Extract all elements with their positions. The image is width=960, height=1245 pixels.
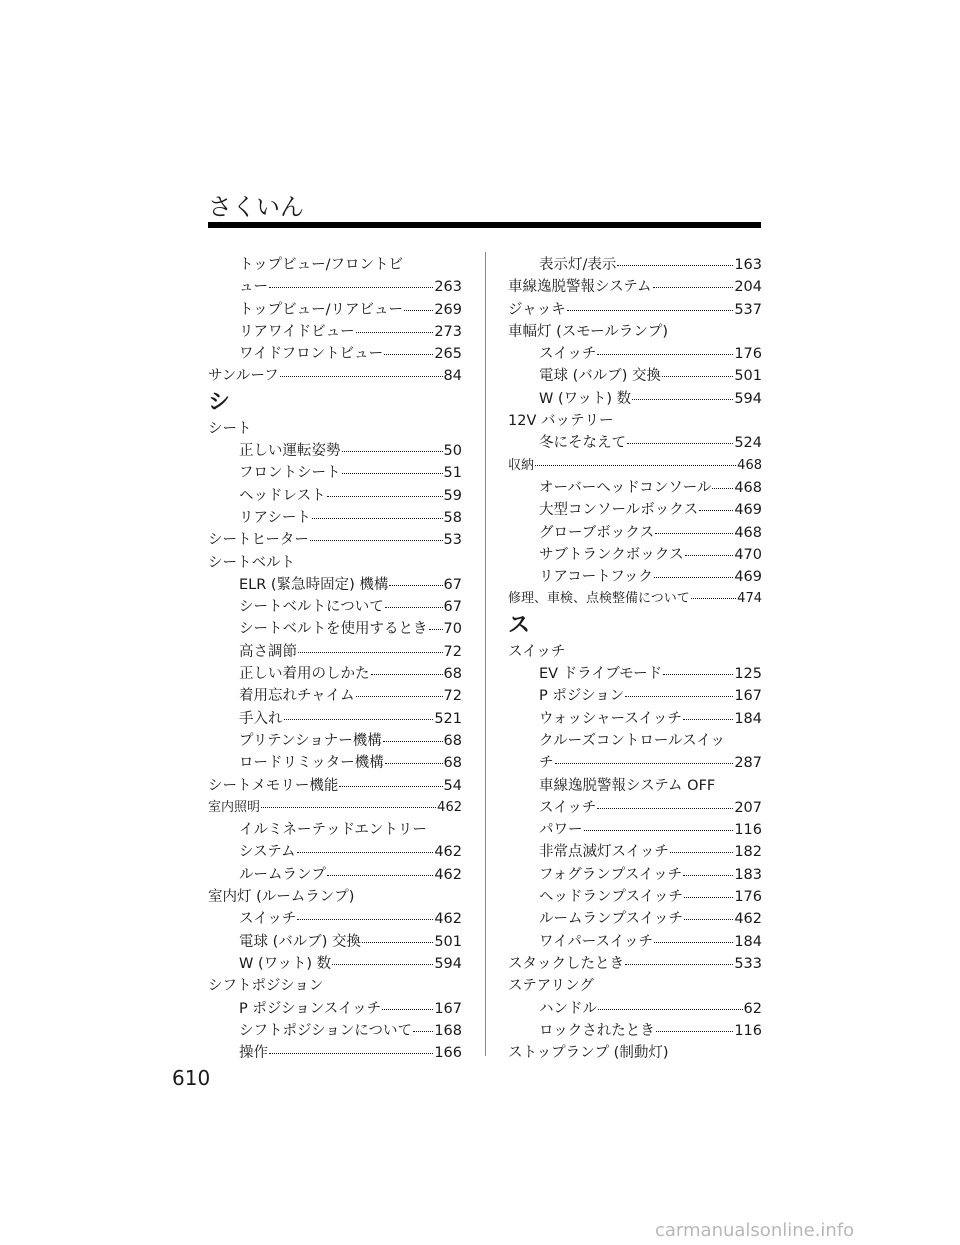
page-ref: 53 [443, 532, 462, 549]
page-ref: 68 [443, 666, 462, 683]
index-entry [208, 931, 462, 953]
index-entry-label: ハンドル [539, 1000, 597, 1017]
index-entry-label: スタックしたとき [508, 955, 624, 972]
index-entry-label: サンルーフ [208, 368, 279, 385]
leader-dots [356, 332, 434, 333]
index-entry-label: ジャッキ [508, 301, 566, 318]
leader-dots [382, 1009, 433, 1010]
index-entry-label: ELR (緊急時固定) 機構 [239, 576, 389, 593]
index-entry [508, 841, 762, 863]
index-entry [208, 343, 462, 365]
index-entry [208, 321, 462, 343]
page-ref: 204 [734, 279, 762, 296]
index-entry-label: 表示灯/表示 [539, 257, 617, 273]
index-entry [508, 566, 762, 588]
index-entry-label: ルームランプスイッチ [539, 911, 683, 928]
index-entry-label: 電球 (バルブ) 交換 [539, 368, 662, 385]
page-ref: 470 [734, 546, 762, 563]
index-heading-label: 車幅灯 (スモールランプ) [508, 323, 669, 340]
index-entry [208, 299, 462, 321]
page-ref: 58 [443, 509, 462, 526]
page-ref: 166 [434, 1045, 462, 1062]
index-entry-label: クルーズコントロールスイッ [539, 732, 726, 749]
index-heading-label: シートベルト [208, 554, 295, 571]
page-ref: 594 [734, 390, 762, 407]
index-entry [208, 365, 462, 387]
index-entry [508, 864, 762, 886]
column-divider [485, 252, 486, 1056]
page-ref: 163 [734, 257, 762, 273]
leader-dots [385, 763, 443, 764]
index-entry [508, 544, 762, 566]
index-entry [208, 507, 462, 529]
index-entry-label: 車線逸脱警報システム [508, 279, 652, 296]
leader-dots [429, 629, 443, 630]
index-entry [508, 299, 762, 321]
index-entry [208, 841, 462, 863]
index-entry [208, 276, 462, 298]
index-heading-label: シフトポジション [208, 978, 324, 995]
index-entry-line [508, 775, 762, 797]
index-entry-label: シートベルトを使用するとき [239, 621, 428, 638]
page-ref: 70 [443, 621, 462, 638]
index-entry [208, 797, 462, 819]
index-entry-line [208, 254, 462, 276]
leader-dots [261, 807, 436, 808]
leader-dots [284, 719, 434, 720]
page-number: 610 [172, 1066, 211, 1090]
index-entry-label-cont: ュー [239, 279, 268, 296]
index-entry-label: 操作 [239, 1045, 268, 1062]
page-ref: 263 [434, 279, 462, 296]
index-entry [208, 998, 462, 1020]
leader-dots [597, 354, 733, 355]
leader-dots [389, 585, 442, 586]
index-entry [208, 462, 462, 484]
index-entry-label: 非常点滅灯スイッチ [539, 844, 669, 861]
page-ref: 116 [734, 1022, 762, 1039]
index-entry [508, 886, 762, 908]
leader-dots [683, 875, 733, 876]
watermark: carmanualsonline.info [655, 1220, 855, 1241]
leader-dots [598, 1009, 743, 1010]
index-heading [208, 418, 462, 440]
index-entry-label: シートヒーター [208, 532, 309, 549]
index-entry [508, 276, 762, 298]
index-entry-label: リアコートフック [539, 569, 653, 586]
leader-dots [632, 399, 733, 400]
leader-dots [342, 451, 443, 452]
index-entry-label: ルームランプ [239, 866, 326, 883]
index-entry-label: ロードリミッター機構 [239, 755, 384, 772]
page-ref: 116 [734, 822, 762, 839]
index-entry-label: シートメモリー機能 [208, 777, 339, 794]
leader-dots [555, 763, 734, 764]
leader-dots [280, 376, 443, 377]
index-entry [508, 432, 762, 454]
page-ref: 533 [734, 955, 762, 972]
page-ref: 269 [434, 301, 462, 318]
index-entry [208, 1020, 462, 1042]
leader-dots [567, 310, 734, 311]
header-rule [208, 222, 761, 228]
leader-dots [312, 518, 443, 519]
leader-dots [413, 1031, 433, 1032]
leader-dots [684, 897, 733, 898]
index-entry [508, 931, 762, 953]
index-entry [208, 574, 462, 596]
leader-dots [371, 674, 443, 675]
index-entry-label: シートベルトについて [239, 599, 384, 616]
index-entry [208, 730, 462, 752]
index-entry-label: ヘッドランプスイッチ [539, 889, 683, 906]
leader-dots [298, 652, 443, 653]
leader-dots [670, 852, 733, 853]
leader-dots [310, 540, 443, 541]
index-entry [508, 685, 762, 707]
page-ref: 469 [734, 569, 762, 586]
leader-dots [297, 852, 434, 853]
leader-dots [584, 830, 734, 831]
page-ref: 176 [734, 889, 762, 906]
index-heading [208, 886, 462, 908]
leader-dots [269, 1053, 433, 1054]
page-ref: 207 [734, 799, 762, 816]
index-heading-label: ストップランプ (制動灯) [508, 1045, 669, 1062]
index-column-right [508, 254, 762, 1064]
page-ref: 59 [443, 487, 462, 504]
index-entry [508, 254, 762, 276]
leader-dots [327, 875, 433, 876]
page-ref: 72 [443, 688, 462, 705]
page-ref: 183 [734, 866, 762, 883]
index-heading [508, 410, 762, 432]
page-ref: 125 [734, 666, 762, 683]
leader-dots [712, 488, 733, 489]
index-heading-label: ステアリング [508, 978, 594, 995]
index-entry-label: 車線逸脱警報システム OFF [539, 777, 716, 794]
leader-dots [663, 674, 733, 675]
page-ref: 468 [737, 457, 762, 473]
index-entry-label: 修理、車検、点検整備について [508, 591, 690, 607]
page-ref: 184 [734, 710, 762, 727]
leader-dots [625, 696, 733, 697]
leader-dots [683, 719, 733, 720]
page-ref: 462 [434, 844, 462, 861]
index-entry-label: スイッチ [539, 346, 597, 363]
leader-dots [327, 496, 443, 497]
index-entry [208, 641, 462, 663]
page-ref: 524 [734, 435, 762, 452]
index-entry-label: EV ドライブモード [539, 666, 663, 683]
index-entry-label: オーバーヘッドコンソール [539, 479, 712, 496]
index-entry [208, 529, 462, 551]
leader-dots [332, 964, 433, 965]
leader-dots [404, 310, 433, 311]
index-heading-label: スイッチ [508, 643, 566, 660]
index-entry [508, 708, 762, 730]
index-entry [508, 752, 762, 774]
page-title: さくいん [208, 193, 304, 221]
index-entry [208, 596, 462, 618]
index-entry-label: フォグランプスイッチ [539, 866, 683, 883]
page-ref: 72 [443, 643, 462, 660]
leader-dots [342, 473, 443, 474]
index-entry [208, 864, 462, 886]
index-entry-label: 収納 [508, 457, 535, 473]
index-entry-label: 室内照明 [208, 799, 261, 815]
index-entry-label: 冬にそなえて [539, 435, 626, 452]
leader-dots [383, 741, 443, 742]
page-ref: 501 [734, 368, 762, 385]
index-heading-label: 室内灯 (ルームランプ) [208, 889, 355, 906]
index-column-left [208, 254, 462, 1064]
page-ref: 168 [434, 1022, 462, 1039]
index-entry [508, 343, 762, 365]
page-ref: 501 [434, 933, 462, 950]
index-entry-label: 正しい着用のしかた [239, 666, 370, 683]
index-entry-line [508, 730, 762, 752]
page-ref: 287 [734, 755, 762, 772]
page-ref: 167 [434, 1000, 462, 1017]
index-heading [208, 552, 462, 574]
index-entry-label: プリテンショナー機構 [239, 732, 382, 749]
index-entry-label: 着用忘れチャイム [239, 688, 355, 705]
index-entry [508, 455, 762, 477]
leader-dots [685, 555, 734, 556]
index-entry-label: P ポジションスイッチ [239, 1000, 382, 1017]
page-ref: 50 [443, 443, 462, 460]
index-entry [208, 663, 462, 685]
index-entry [208, 908, 462, 930]
index-entry [208, 953, 462, 975]
page-ref: 68 [443, 732, 462, 749]
page-ref: 537 [734, 301, 762, 318]
index-entry [508, 819, 762, 841]
page-ref: 182 [734, 844, 762, 861]
index-entry-label-cont: スイッチ [539, 799, 597, 816]
page-ref: 68 [443, 755, 462, 772]
index-entry-label: リアシート [239, 509, 311, 526]
index-entry [508, 1020, 762, 1042]
page-ref: 462 [734, 911, 762, 928]
leader-dots [297, 919, 433, 920]
page-ref: 474 [737, 591, 762, 607]
index-entry [508, 908, 762, 930]
index-entry [208, 485, 462, 507]
page-ref: 176 [734, 346, 762, 363]
page-ref: 54 [443, 777, 462, 794]
page-ref: 265 [434, 346, 462, 363]
index-entry-label: イルミネーテッドエントリー [239, 822, 427, 839]
index-entry-label-cont: システム [239, 844, 296, 861]
index-entry [508, 663, 762, 685]
index-entry-label: シフトポジションについて [239, 1022, 413, 1039]
leader-dots [339, 786, 442, 787]
leader-dots [653, 287, 734, 288]
page-ref: 167 [734, 688, 762, 705]
index-entry [508, 588, 762, 610]
page-ref: 462 [437, 799, 462, 815]
index-entry [508, 365, 762, 387]
leader-dots [654, 577, 733, 578]
index-entry-label: 正しい運転姿勢 [239, 443, 341, 460]
index-entry-label: W (ワット) 数 [539, 390, 632, 407]
page-ref: 462 [434, 911, 462, 928]
page-ref: 184 [734, 933, 762, 950]
page-ref: 462 [434, 866, 462, 883]
index-entry-label: W (ワット) 数 [239, 955, 332, 972]
index-entry [508, 388, 762, 410]
leader-dots [625, 964, 733, 965]
page-ref: 67 [443, 576, 462, 593]
index-entry-label: トップビュー/リアビュー [239, 301, 403, 318]
index-entry-label: 手入れ [239, 710, 283, 727]
index-entry-label: パワー [539, 822, 583, 839]
leader-dots [597, 808, 733, 809]
leader-dots [654, 942, 733, 943]
index-letter: シ [208, 389, 231, 415]
index-entry [208, 440, 462, 462]
index-entry-label: リアワイドビュー [239, 323, 355, 340]
index-entry [508, 522, 762, 544]
index-entry [508, 477, 762, 499]
index-heading [508, 975, 762, 997]
index-heading-label: シート [208, 420, 252, 437]
index-heading-label: 12V バッテリー [508, 413, 614, 430]
leader-dots [617, 265, 733, 266]
index-entry-label-cont: チ [539, 755, 554, 772]
index-entry [208, 752, 462, 774]
index-entry-label: フロントシート [239, 465, 341, 482]
page-ref: 469 [734, 502, 762, 519]
index-letter: ス [508, 612, 531, 638]
leader-dots [269, 287, 433, 288]
leader-dots [356, 696, 443, 697]
index-entry [208, 775, 462, 797]
leader-dots [691, 598, 736, 599]
leader-dots [384, 354, 433, 355]
index-entry [208, 708, 462, 730]
index-entry-label: スイッチ [239, 911, 297, 928]
index-entry-label: ウォッシャースイッチ [539, 710, 682, 727]
index-entry-label: ワイパースイッチ [539, 933, 653, 950]
page-ref: 67 [443, 599, 462, 616]
index-entry [208, 685, 462, 707]
index-entry-label: 高さ調節 [239, 643, 297, 660]
index-heading [208, 975, 462, 997]
leader-dots [662, 376, 733, 377]
index-heading [508, 1042, 762, 1064]
index-entry-line [208, 819, 462, 841]
leader-dots [656, 1031, 734, 1032]
page-ref: 273 [434, 323, 462, 340]
index-entry-label: P ポジション [539, 688, 625, 705]
index-entry [508, 953, 762, 975]
index-entry-label: ロックされたとき [539, 1022, 655, 1039]
index-entry-label: 大型コンソールボックス [539, 502, 699, 519]
leader-dots [684, 919, 733, 920]
index-entry-label: サブトランクボックス [539, 546, 684, 563]
page-ref: 62 [743, 1000, 762, 1017]
index-heading [508, 641, 762, 663]
leader-dots [655, 533, 733, 534]
index-entry-label: グローブボックス [539, 524, 655, 541]
page-ref: 594 [434, 955, 462, 972]
index-entry-label: 電球 (バルブ) 交換 [239, 933, 362, 950]
leader-dots [627, 443, 733, 444]
leader-dots [699, 510, 733, 511]
page-ref: 51 [443, 465, 462, 482]
index-entry [508, 797, 762, 819]
leader-dots [362, 942, 433, 943]
leader-dots [385, 607, 443, 608]
page-ref: 468 [734, 524, 762, 541]
index-entry-label: トップビュー/フロントビ [239, 257, 403, 273]
page-ref: 468 [734, 479, 762, 496]
page-ref: 84 [443, 368, 462, 385]
leader-dots [535, 465, 736, 466]
page-ref: 521 [434, 710, 462, 727]
index-entry [208, 618, 462, 640]
index-entry-label: ヘッドレスト [239, 487, 326, 504]
index-entry [208, 1042, 462, 1064]
index-heading [508, 321, 762, 343]
index-entry [508, 499, 762, 521]
index-entry [508, 998, 762, 1020]
index-entry-label: ワイドフロントビュー [239, 346, 384, 363]
